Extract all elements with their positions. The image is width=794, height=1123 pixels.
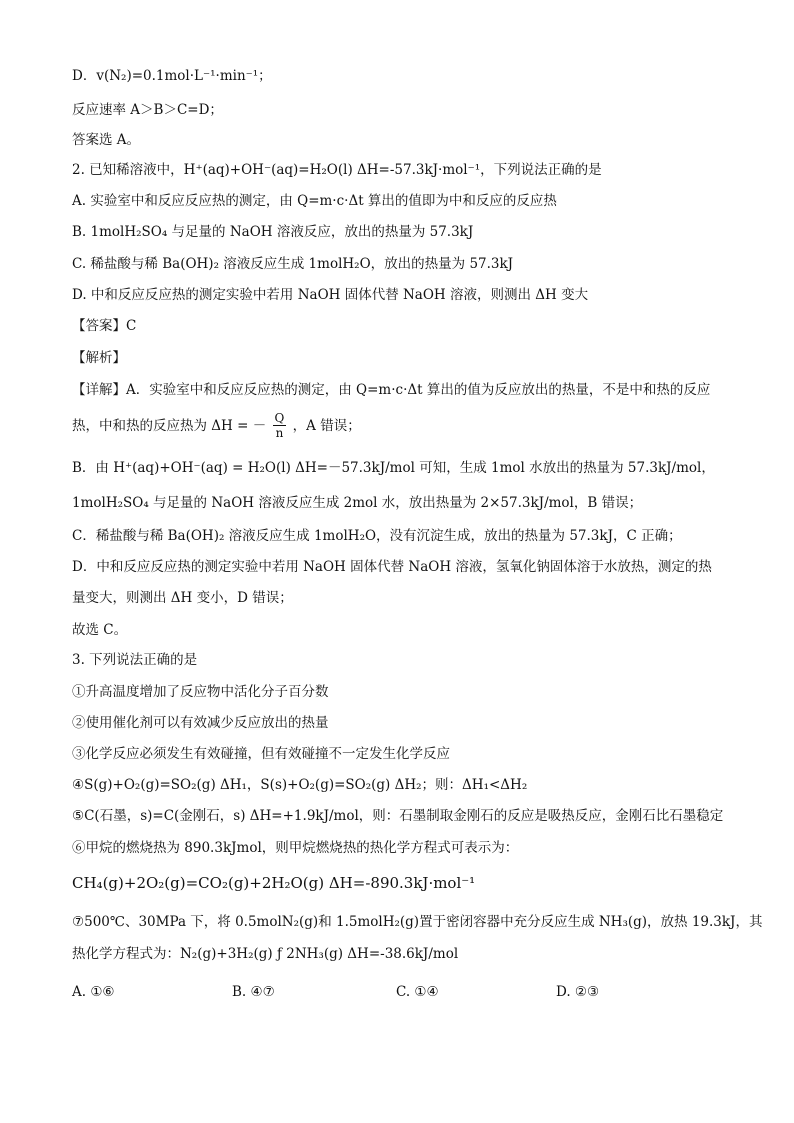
option-b: B. 1molH₂SO₄ 与足量的 NaOH 溶液反应，放出的热量为 57.3kJ — [72, 224, 474, 240]
text-line: 答案选 A。 — [72, 132, 141, 148]
detail-line: 量变大，则测出 ΔH 变小，D 错误； — [72, 590, 293, 606]
statement-6: ⑥甲烷的燃烧热为 890.3kJmol，则甲烷燃烧热的热化学方程式可表示为： — [72, 840, 519, 856]
choice-a: A. ①⑥ — [72, 984, 115, 1000]
statement-7: ⑦500℃、30MPa 下，将 0.5molN₂(g)和 1.5molH₂(g)置于密闭容器中充分反应生成 NH₃(g)，放热 19.3kJ，其 — [72, 914, 763, 930]
statement-2: ②使用催化剂可以有效减少反应放出的热量 — [72, 715, 329, 731]
choice-b: B. ④⑦ — [232, 984, 275, 1000]
text-line: D．v(N₂)=0.1mol·L⁻¹·min⁻¹； — [72, 68, 272, 84]
statement-1: ①升高温度增加了反应物中活化分子百分数 — [72, 684, 329, 700]
detail-line: C．稀盐酸与稀 Ba(OH)₂ 溶液反应生成 1molH₂O，没有沉淀生成，放出的热量为 57.3kJ，C 正确； — [72, 528, 682, 544]
statement-5: ⑤C(石墨，s)=C(金刚石，s) ΔH=+1.9kJ/mol，则：石墨制取金刚石的反应是吸热反应，金刚石比石墨稳定 — [72, 808, 724, 824]
fraction-line — [72, 412, 361, 441]
text-line: 故选 C。 — [72, 622, 128, 638]
fraction-suffix: ，A 错误； — [292, 418, 361, 434]
question-3-stem: 3. 下列说法正确的是 — [72, 652, 198, 668]
option-d: D. 中和反应反应热的测定实验中若用 NaOH 固体代替 NaOH 溶液，则测出 ΔH 变大 — [72, 287, 589, 303]
statement-3: ③化学反应必须发生有效碰撞，但有效碰撞不一定发生化学反应 — [72, 746, 450, 762]
statement-4: ④S(g)+O₂(g)=SO₂(g) ΔH₁，S(s)+O₂(g)=SO₂(g) ΔH₂；则：ΔH₁<ΔH₂ — [72, 777, 528, 793]
fraction-numerator: Q — [274, 411, 285, 425]
answer-tag: 【答案】C — [72, 318, 137, 334]
statement-7-cont: 热化学方程式为：N₂(g)+3H₂(g) ƒ 2NH₃(g) ΔH=-38.6kJ/mol — [72, 946, 459, 962]
fraction-denominator: n — [275, 426, 284, 440]
choice-c: C. ①④ — [396, 984, 439, 1000]
detail-line: 【详解】A．实验室中和反应反应热的测定，由 Q=m·c·Δt 算出的值为反应放出的热量，不是中和热的反应 — [72, 382, 711, 398]
analysis-tag: 【解析】 — [72, 350, 126, 366]
detail-line: 1molH₂SO₄ 与足量的 NaOH 溶液反应生成 2mol 水，放出热量为 2×57.3kJ/mol，B 错误； — [72, 495, 643, 511]
detail-line: B．由 H⁺(aq)+OH⁻(aq) = H₂O(l) ΔH=－57.3kJ/mol 可知，生成 1mol 水放出的热量为 57.3kJ/mol， — [72, 460, 715, 476]
detail-line: D．中和反应反应热的测定实验中若用 NaOH 固体代替 NaOH 溶液，氢氧化钠固体溶于水放热，测定的热 — [72, 559, 712, 575]
option-a: A. 实验室中和反应反应热的测定，由 Q=m·c·Δt 算出的值即为中和反应的反应热 — [72, 193, 557, 209]
question-2-stem: 2. 已知稀溶液中，H⁺(aq)+OH⁻(aq)=H₂O(l) ΔH=-57.3kJ·mol⁻¹，下列说法正确的是 — [72, 162, 602, 178]
choice-d: D. ②③ — [556, 984, 600, 1000]
option-c: C. 稀盐酸与稀 Ba(OH)₂ 溶液反应生成 1molH₂O，放出的热量为 57.3kJ — [72, 256, 514, 272]
fraction — [273, 411, 287, 440]
text-line: 反应速率 A＞B＞C=D； — [72, 102, 223, 118]
fraction-prefix: 热，中和热的反应热为 ΔH = － — [72, 418, 267, 434]
equation-line: CH₄(g)+2O₂(g)=CO₂(g)+2H₂O(g) ΔH=-890.3kJ·mol⁻¹ — [72, 874, 476, 892]
